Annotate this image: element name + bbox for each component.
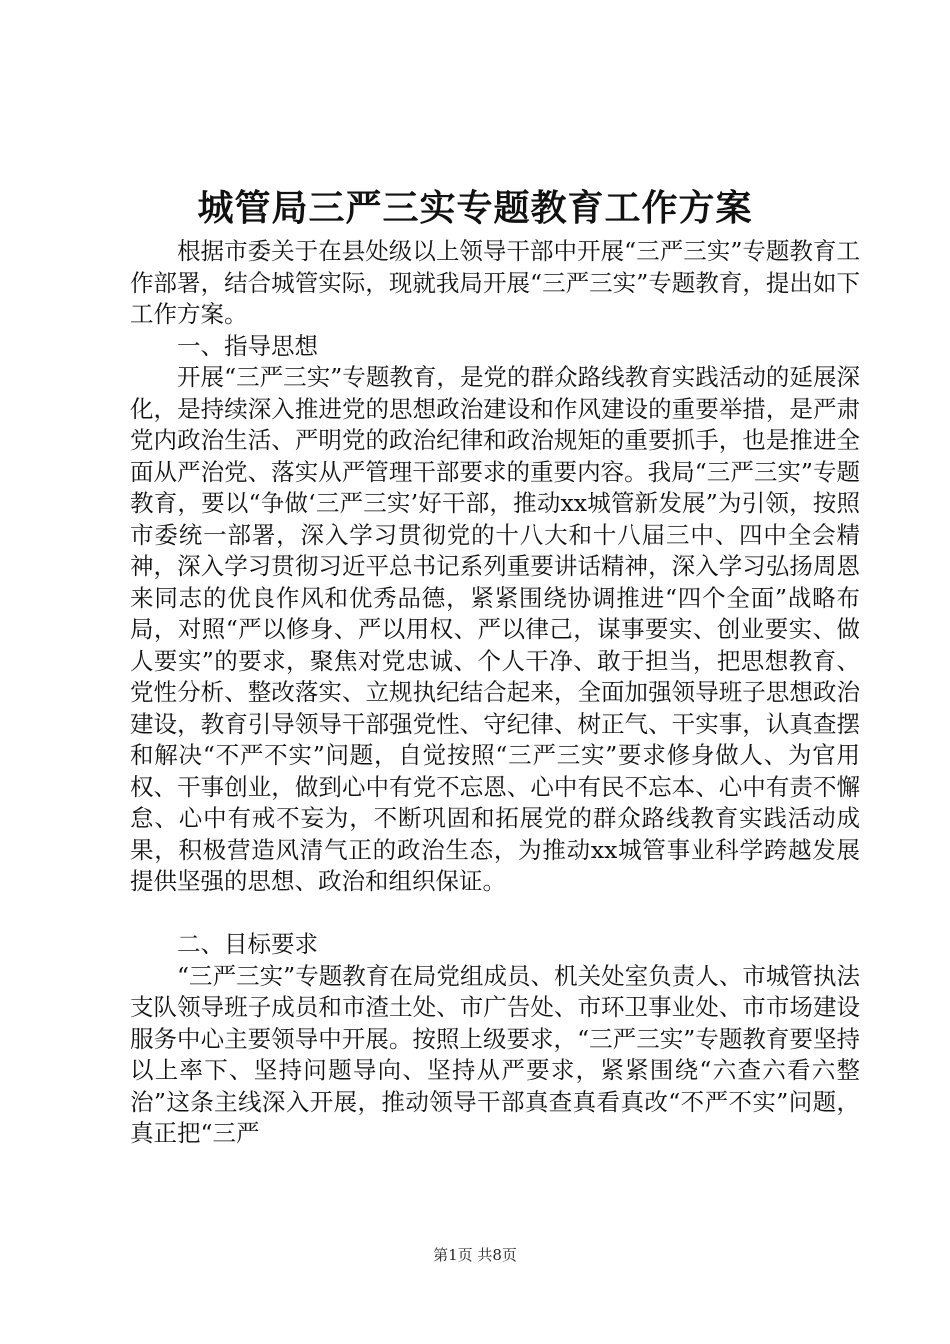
section-paragraph-goals: “三严三实”专题教育在局党组成员、机关处室负责人、市城管执法支队领导班子成员和市渣土处、市广告处、市环卫事业处、市市场建设服务中心主要领导中开展。按照上级要求，“三严三实”专题教育要坚持以上率下、坚持问题导向、坚持从严要求，紧紧围绕“六查六看六整治”这条主线深入开展，推动领导干部真查真看真改“不严不实”问题，真正把“三严 xyxy=(130,961,860,1147)
document-body xyxy=(130,236,860,1150)
section-heading-guiding-ideology: 一、指导思想 xyxy=(177,331,318,360)
page-footer: 第1页 共8页 xyxy=(433,1246,517,1264)
page-title: 城管局三严三实专题教育工作方案 xyxy=(197,187,753,229)
section-paragraph-guiding-ideology: 开展“三严三实”专题教育，是党的群众路线教育实践活动的延展深化，是持续深入推进党的思想政治建设和作风建设的重要举措，是严肃党内政治生活、严明党的政治纪律和政治规矩的重要抓手，也是推进全面从严治党、落实从严管理干部要求的重要内容。我局“三严三实”专题教育，要以“争做‘三严三实’好干部，推动xx城管新发展”为引领，按照市委统一部署，深入学习贯彻党的十八大和十八届三中、四中全会精神，深入学习贯彻习近平总书记系列重要讲话精神，深入学习弘扬周恩来同志的优良作风和优秀品德，紧紧围绕协调推进“四个全面”战略布局，对照“严以修身、严以用权、严以律己，谋事要实、创业要实、做人要实”的要求，聚焦对党忠诚、个人干净、敢于担当，把思想教育、党性分析、整改落实、立规执纪结合起来，全面加强领导班子思想政治建设，教育引导领导干部强党性、守纪律、树正气、干实事，认真查摆和解决“不严不实”问题，自觉按照“三严三实”要求修身做人、为官用权、干事创业，做到心中有党不忘恩、心中有民不忘本、心中有责不懈怠、心中有戒不妄为，不断巩固和拓展党的群众路线教育实践活动成果，积极营造风清气正的政治生态，为推动xx城管事业科学跨越发展提供坚强的思想、政治和组织保证。 xyxy=(130,363,860,895)
paragraph-spacer xyxy=(130,898,860,930)
intro-paragraph: 根据市委关于在县处级以上领导干部中开展“三严三实”专题教育工作部署，结合城管实际，现就我局开展“三严三实”专题教育，提出如下工作方案。 xyxy=(130,237,860,328)
section-heading-goals: 二、目标要求 xyxy=(177,930,318,958)
